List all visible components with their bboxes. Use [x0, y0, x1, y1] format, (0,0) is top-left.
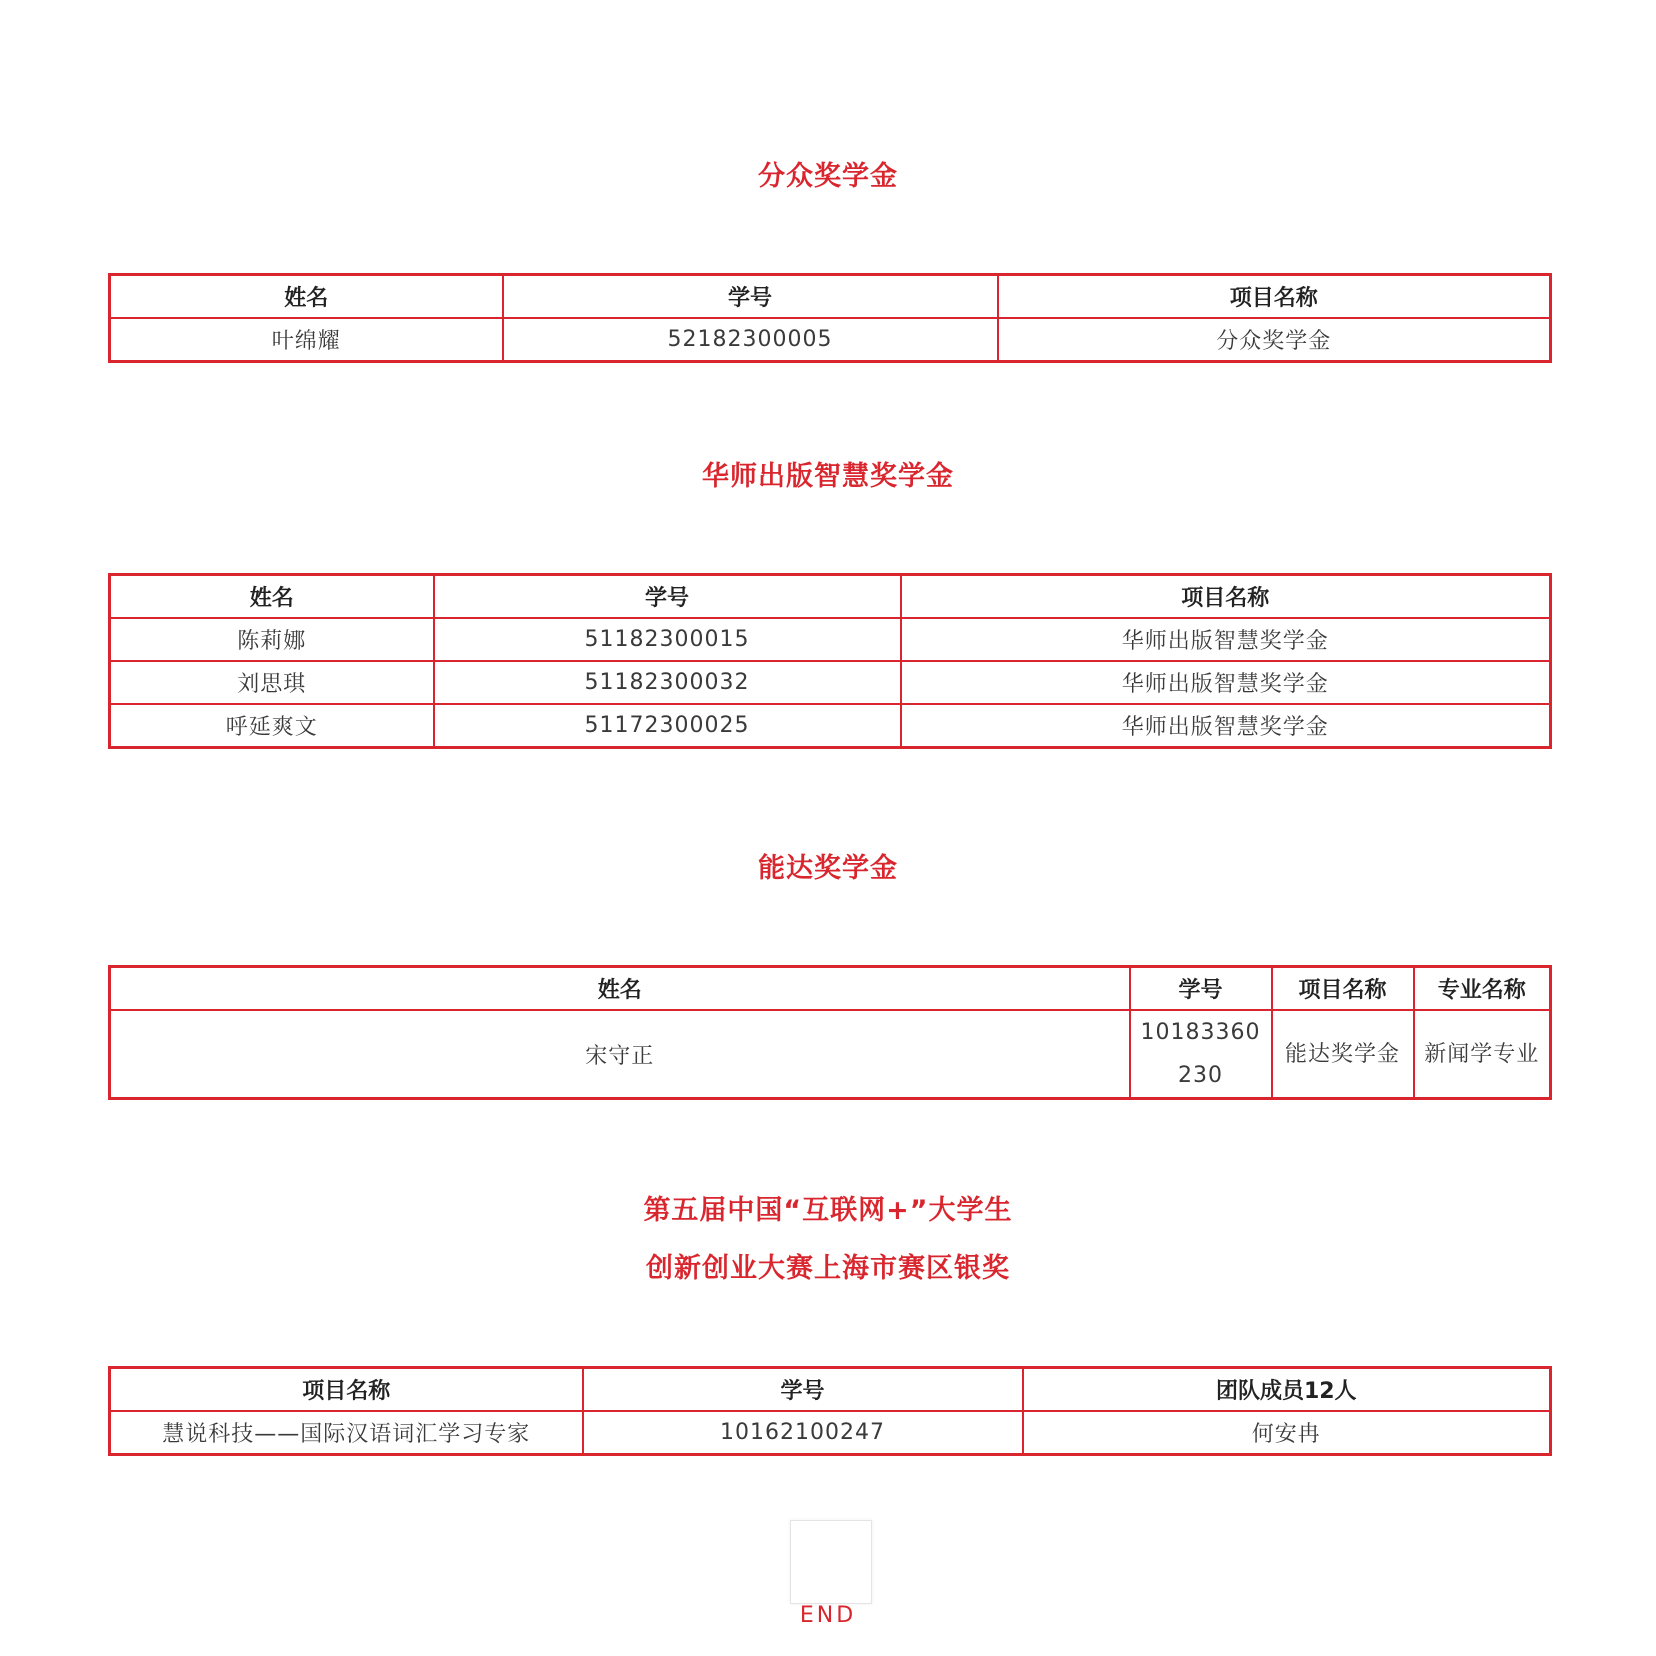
- cell-project: 华师出版智慧奖学金: [901, 661, 1551, 704]
- section-title-fenzhong: 分众奖学金: [758, 161, 898, 192]
- section-title-huashi: 华师出版智慧奖学金: [702, 461, 954, 492]
- end-label: END: [799, 1603, 857, 1628]
- section-title-internet-plus-line2: 创新创业大赛上海市赛区银奖: [646, 1253, 1010, 1284]
- cell-name: 宋守正: [110, 1010, 1130, 1099]
- cell-student-id: 10162100247: [583, 1411, 1023, 1455]
- cell-name: 呼延爽文: [110, 704, 434, 748]
- column-header-name: 姓名: [110, 275, 503, 319]
- column-header-major: 专业名称: [1414, 967, 1551, 1011]
- column-header-student-id: 学号: [1130, 967, 1272, 1011]
- cell-name: 叶绵耀: [110, 318, 503, 362]
- column-header-student-id: 学号: [583, 1368, 1023, 1412]
- section-title-nengda: 能达奖学金: [758, 853, 898, 884]
- cell-project: 华师出版智慧奖学金: [901, 704, 1551, 748]
- column-header-team: 团队成员12人: [1023, 1368, 1551, 1412]
- column-header-project: 项目名称: [901, 575, 1551, 619]
- end-decoration-box: [790, 1520, 872, 1604]
- column-header-project: 项目名称: [110, 1368, 583, 1412]
- table-header-row: [110, 967, 1551, 1011]
- cell-name: 刘思琪: [110, 661, 434, 704]
- cell-name: 陈莉娜: [110, 618, 434, 661]
- table-row: [110, 618, 1551, 661]
- column-header-student-id: 学号: [434, 575, 901, 619]
- cell-project: 分众奖学金: [998, 318, 1551, 362]
- table-huashi: [108, 573, 1552, 749]
- column-header-project: 项目名称: [1272, 967, 1414, 1011]
- column-header-project: 项目名称: [998, 275, 1551, 319]
- table-internet-plus: [108, 1366, 1552, 1456]
- table-row: [110, 1010, 1551, 1099]
- cell-project: 慧说科技——国际汉语词汇学习专家: [110, 1411, 583, 1455]
- table-nengda: [108, 965, 1552, 1100]
- table-fenzhong: [108, 273, 1552, 363]
- table-row: [110, 318, 1551, 362]
- table-row: [110, 704, 1551, 748]
- table-row: [110, 661, 1551, 704]
- section-title-internet-plus-line1: 第五届中国“互联网+”大学生: [643, 1195, 1013, 1226]
- column-header-student-id: 学号: [503, 275, 998, 319]
- cell-major: 新闻学专业: [1414, 1010, 1551, 1099]
- column-header-name: 姓名: [110, 967, 1130, 1011]
- table-header-row: [110, 275, 1551, 319]
- cell-student-id: 51182300032: [434, 661, 901, 704]
- cell-project: 华师出版智慧奖学金: [901, 618, 1551, 661]
- column-header-name: 姓名: [110, 575, 434, 619]
- cell-student-id: 51182300015: [434, 618, 901, 661]
- table-header-row: [110, 1368, 1551, 1412]
- cell-student-id: 51172300025: [434, 704, 901, 748]
- table-row: [110, 1411, 1551, 1455]
- cell-student-id: 52182300005: [503, 318, 998, 362]
- cell-project: 能达奖学金: [1272, 1010, 1414, 1099]
- table-header-row: [110, 575, 1551, 619]
- cell-team-member: 何安冉: [1023, 1411, 1551, 1455]
- cell-student-id: 10183360230: [1130, 1010, 1272, 1099]
